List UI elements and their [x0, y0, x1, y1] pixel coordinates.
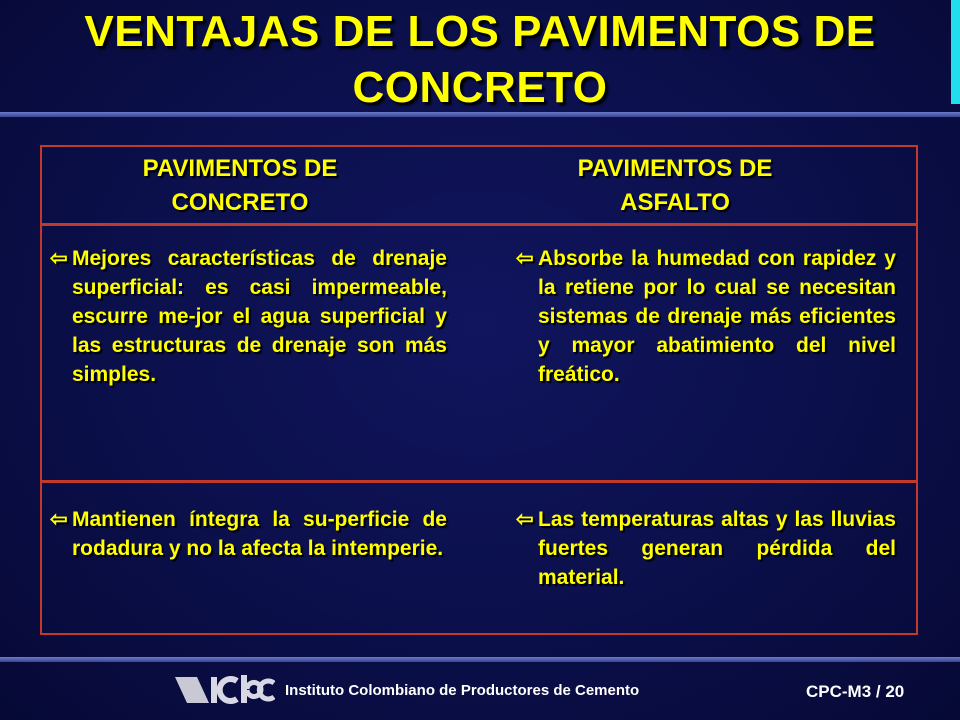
row2-concrete-text: Mantienen íntegra la su-perficie de rodadura y no la afecta la intemperie.	[72, 508, 447, 560]
header-concrete	[60, 152, 420, 220]
table-row-divider	[40, 480, 918, 483]
row1-asphalt-text: Absorbe la humedad con rapidez y la retiene por lo cual se necesitan sistemas de drenaje más eficientes y mayor abatimiento del nivel freático.	[538, 247, 896, 386]
row1-asphalt-cell	[516, 244, 896, 389]
row2-asphalt-cell	[516, 505, 896, 592]
arrow-left-bullet-icon: ⇦	[50, 508, 68, 531]
arrow-left-bullet-icon: ⇦	[516, 508, 534, 531]
arrow-left-bullet-icon: ⇦	[50, 247, 68, 270]
header-asphalt-line2: ASFALTO	[620, 189, 730, 216]
slide-title-line1: VENTAJAS DE LOS PAVIMENTOS DE	[84, 7, 876, 56]
icbc-logo	[175, 675, 275, 705]
top-divider	[0, 112, 960, 117]
slide-title	[0, 4, 960, 116]
row1-concrete-text: Mejores características de drenaje superficial: es casi impermeable, escurre me-jor el agua superficial y las estructuras de drenaje son más simples.	[72, 247, 447, 386]
header-concrete-line2: CONCRETO	[171, 189, 309, 216]
institution-name: Instituto Colombiano de Productores de Cemento	[285, 682, 640, 699]
row1-concrete-cell	[50, 244, 447, 389]
slide-title-line2: CONCRETO	[352, 63, 608, 112]
header-asphalt	[525, 152, 825, 220]
slide-code: CPC-M3 / 20	[806, 682, 905, 701]
table-header-divider	[40, 223, 918, 226]
header-asphalt-line1: PAVIMENTOS DE	[577, 155, 773, 182]
arrow-left-bullet-icon: ⇦	[516, 247, 534, 270]
row2-concrete-cell	[50, 505, 447, 563]
header-concrete-line1: PAVIMENTOS DE	[142, 155, 338, 182]
bottom-divider	[0, 657, 960, 662]
row2-asphalt-text: Las temperaturas altas y las lluvias fuertes generan pérdida del material.	[538, 508, 896, 589]
